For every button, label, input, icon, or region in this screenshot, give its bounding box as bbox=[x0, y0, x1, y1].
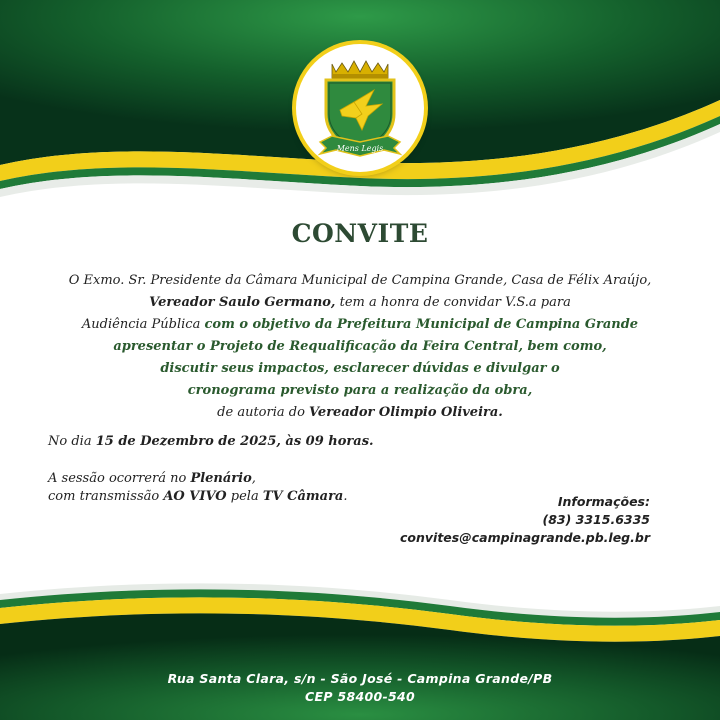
host-name: Vereador Saulo Germano, bbox=[149, 295, 336, 310]
contact-email[interactable]: convites@campinagrande.pb.leg.br bbox=[400, 530, 650, 545]
intro-line-1: O Exmo. Sr. Presidente da Câmara Municipal de Campina Grande, Casa de Félix Araújo, bbox=[68, 273, 652, 288]
contact-info bbox=[400, 493, 650, 547]
chamber-coat-of-arms-icon bbox=[296, 44, 424, 172]
contact-label: Informações: bbox=[557, 494, 650, 509]
invitation-text bbox=[20, 270, 700, 424]
postal-code: CEP 58400-540 bbox=[305, 689, 415, 704]
session-place-prefix: A sessão ocorrerá no bbox=[48, 471, 191, 486]
seal-motto: Mens Legis bbox=[336, 144, 384, 153]
broadcast-live: AO VIVO bbox=[163, 489, 227, 504]
event-purpose-2: apresentar o Projeto de Requalificação da Feira Central, bem como, bbox=[113, 339, 607, 354]
intro-line-7 bbox=[20, 402, 700, 424]
date-prefix: No dia bbox=[48, 434, 96, 449]
broadcast-prefix: com transmissão bbox=[48, 489, 164, 504]
intro-line-2-rest: tem a honra de convidar V.S.a para bbox=[335, 295, 571, 310]
broadcast-mid: pela bbox=[226, 489, 263, 504]
event-date bbox=[48, 434, 374, 449]
authorship-prefix: de autoria do bbox=[217, 405, 310, 420]
session-place: Plenário bbox=[190, 471, 252, 486]
session-info bbox=[48, 470, 348, 506]
broadcast-suffix: . bbox=[343, 489, 348, 504]
event-type: Audiência Pública bbox=[81, 317, 205, 332]
date-value: 15 de Dezembro de 2025, às 09 horas. bbox=[95, 434, 374, 449]
intro-line-3 bbox=[20, 314, 700, 336]
session-line-1 bbox=[48, 470, 348, 488]
chamber-seal bbox=[296, 44, 424, 172]
intro-line-2 bbox=[20, 292, 700, 314]
session-place-suffix: , bbox=[251, 471, 256, 486]
footer-address bbox=[0, 670, 720, 706]
session-line-2 bbox=[48, 488, 348, 506]
author-name: Vereador Olimpio Oliveira. bbox=[309, 405, 503, 420]
address-line: Rua Santa Clara, s/n - São José - Campina Grande/PB bbox=[167, 671, 553, 686]
event-purpose-4: cronograma previsto para a realização da obra, bbox=[187, 383, 533, 398]
event-purpose-1: com o objetivo da Prefeitura Municipal de Campina Grande bbox=[204, 317, 639, 332]
event-purpose-3: discutir seus impactos, esclarecer dúvidas e divulgar o bbox=[160, 361, 560, 376]
contact-phone: (83) 3315.6335 bbox=[542, 512, 650, 527]
broadcast-channel: TV Câmara bbox=[262, 489, 344, 504]
invitation-title: CONVITE bbox=[291, 219, 429, 248]
